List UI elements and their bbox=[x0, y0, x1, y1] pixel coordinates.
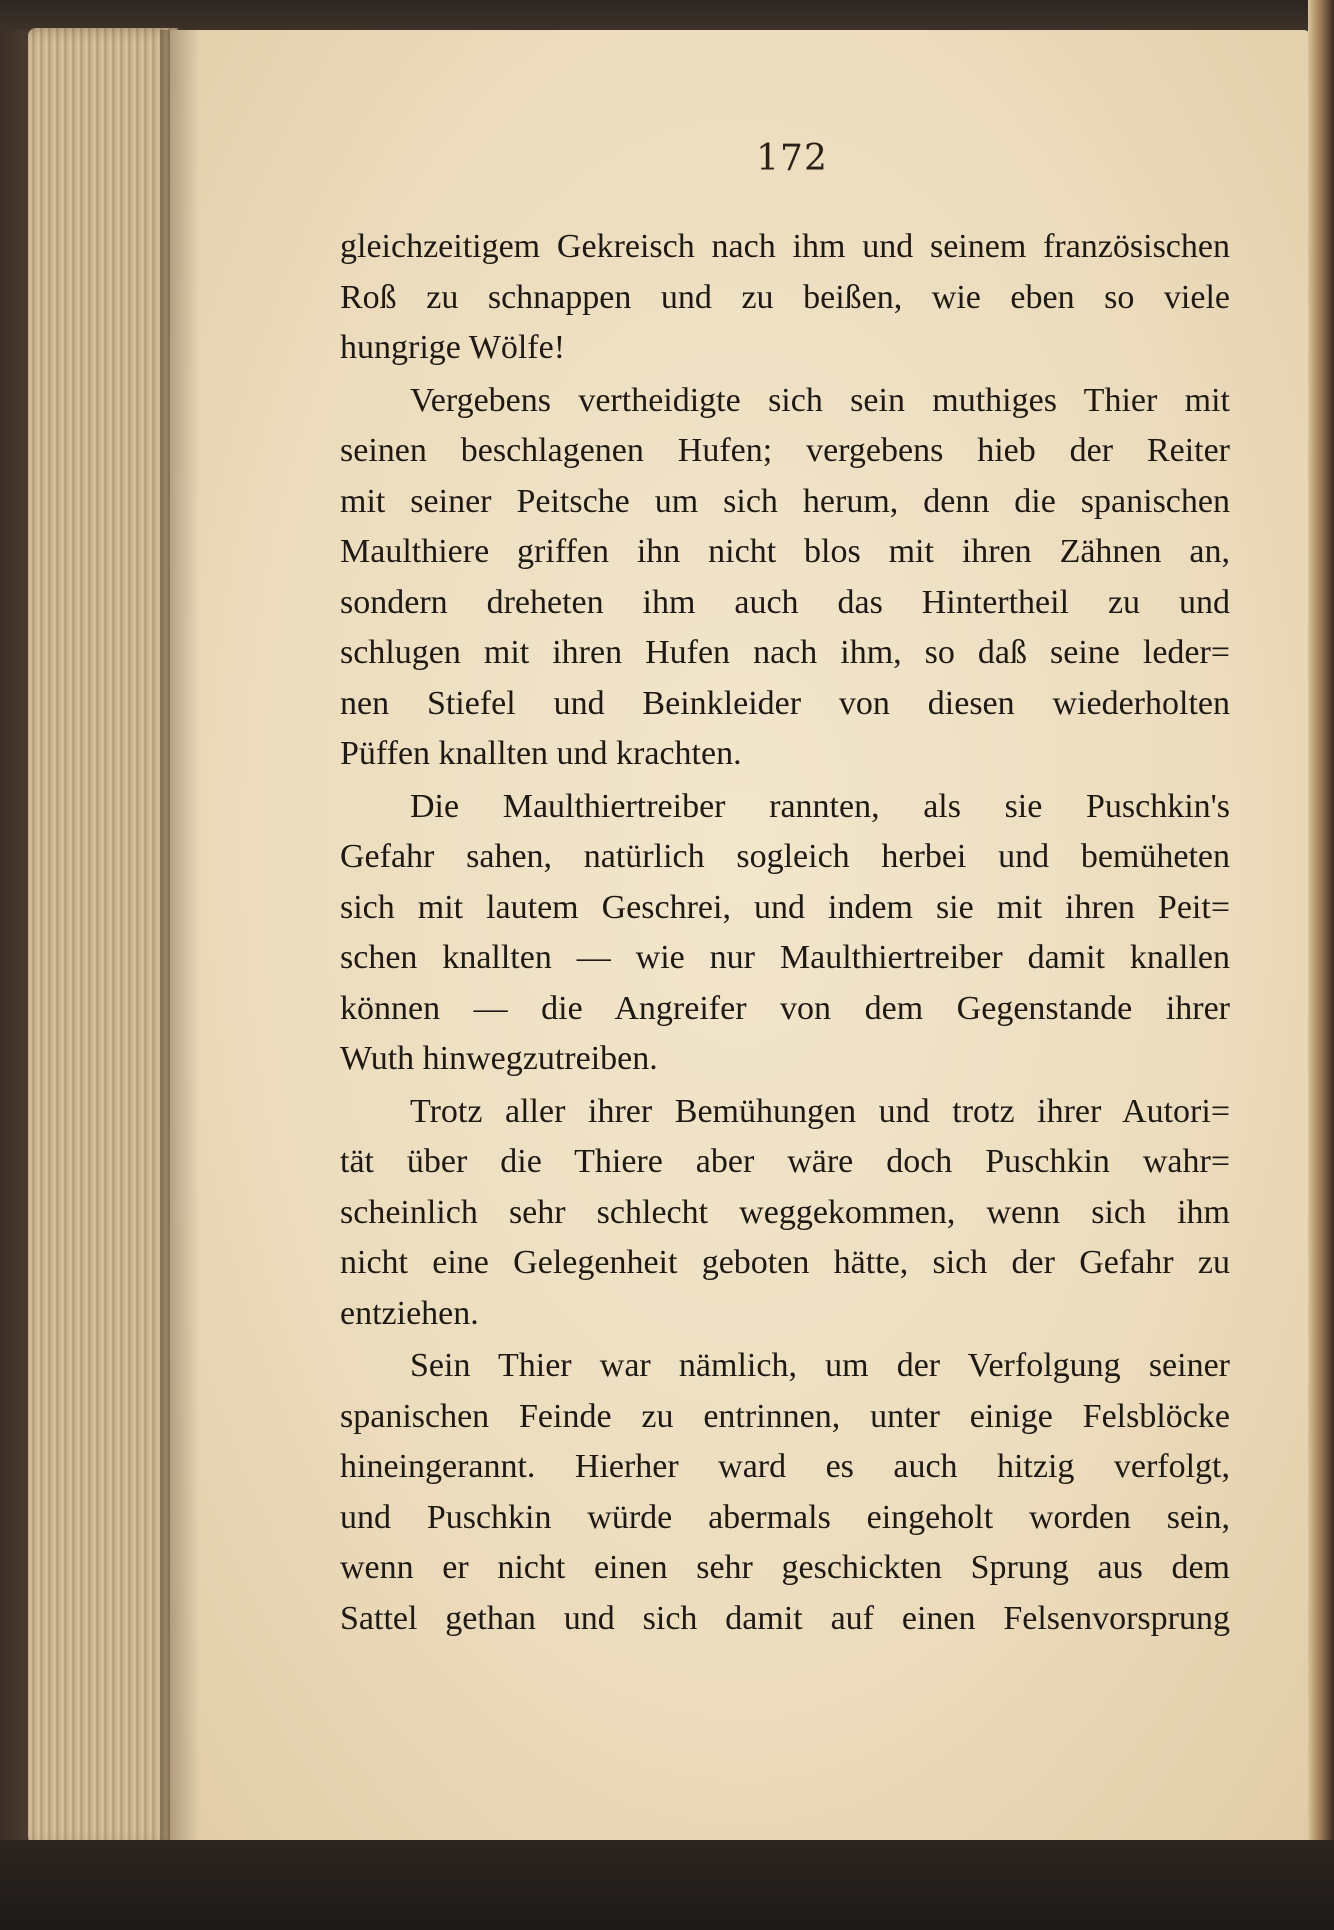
text-line: tät über die Thiere aber wäre doch Puschkin wahr= bbox=[340, 1143, 1230, 1180]
text-line: seinen beschlagenen Hufen; vergebens hieb der Reiter bbox=[340, 432, 1230, 469]
top-edge bbox=[0, 0, 1334, 30]
text-line: hungrige Wölfe! bbox=[340, 329, 566, 366]
gutter-shadow bbox=[160, 30, 200, 1845]
text-line: scheinlich sehr schlecht weggekommen, wenn sich ihm bbox=[340, 1193, 1230, 1231]
paragraph-1 bbox=[340, 222, 1230, 374]
text-line: Wuth hinwegzutreiben. bbox=[340, 1040, 658, 1077]
text-line: wenn er nicht einen sehr geschickten Sprung aus dem bbox=[340, 1549, 1230, 1586]
text-line: entziehen. bbox=[340, 1294, 479, 1332]
text-line: hineingerannt. Hierher ward es auch hitzig verfolgt, bbox=[340, 1448, 1230, 1485]
paragraph-3 bbox=[340, 782, 1230, 1085]
text-line: Roß zu schnappen und zu beißen, wie eben so viele bbox=[340, 278, 1230, 316]
text-line: Püffen knallten und krachten. bbox=[340, 735, 742, 772]
text-line: Trotz aller ihrer Bemühungen und trotz ihrer Autori= bbox=[410, 1092, 1230, 1130]
text-line: schen knallten — wie nur Maulthiertreiber damit knallen bbox=[340, 939, 1230, 976]
bottom-edge bbox=[0, 1840, 1334, 1930]
paragraph-4 bbox=[340, 1087, 1230, 1340]
page-edges-stack bbox=[28, 28, 178, 1848]
text-line: Vergebens vertheidigte sich sein muthiges Thier mit bbox=[410, 381, 1230, 419]
paragraph-2 bbox=[340, 376, 1230, 780]
text-line: Maulthiere griffen ihn nicht blos mit ihren Zähnen an, bbox=[340, 533, 1230, 570]
text-line: nicht eine Gelegenheit geboten hätte, sich der Gefahr zu bbox=[340, 1244, 1230, 1281]
text-line: spanischen Feinde zu entrinnen, unter einige Felsblöcke bbox=[340, 1397, 1230, 1435]
text-line: nen Stiefel und Beinkleider von diesen wiederholten bbox=[340, 684, 1230, 722]
text-line: schlugen mit ihren Hufen nach ihm, so daß seine leder= bbox=[340, 634, 1230, 671]
text-line: gleichzeitigem Gekreisch nach ihm und seinem französischen bbox=[340, 228, 1230, 265]
paragraph-5 bbox=[340, 1341, 1230, 1644]
text-line: mit seiner Peitsche um sich herum, denn die spanischen bbox=[340, 482, 1230, 520]
page-number: 172 bbox=[756, 138, 828, 179]
body-text bbox=[340, 222, 1230, 1644]
text-line: können — die Angreifer von dem Gegenstande ihrer bbox=[340, 989, 1230, 1027]
text-line: Gefahr sahen, natürlich sogleich herbei und bemüheten bbox=[340, 838, 1230, 875]
text-line: Sattel gethan und sich damit auf einen Felsenvorsprung bbox=[340, 1599, 1230, 1637]
text-line: sich mit lautem Geschrei, und indem sie mit ihren Peit= bbox=[340, 888, 1230, 926]
text-line: sondern dreheten ihm auch das Hintertheil zu und bbox=[340, 583, 1230, 621]
text-line: Sein Thier war nämlich, um der Verfolgung seiner bbox=[410, 1347, 1230, 1384]
text-line: Die Maulthiertreiber rannten, als sie Puschkin's bbox=[410, 787, 1230, 825]
text-line: und Puschkin würde abermals eingeholt worden sein, bbox=[340, 1498, 1230, 1536]
right-page-edge bbox=[1308, 0, 1334, 1930]
